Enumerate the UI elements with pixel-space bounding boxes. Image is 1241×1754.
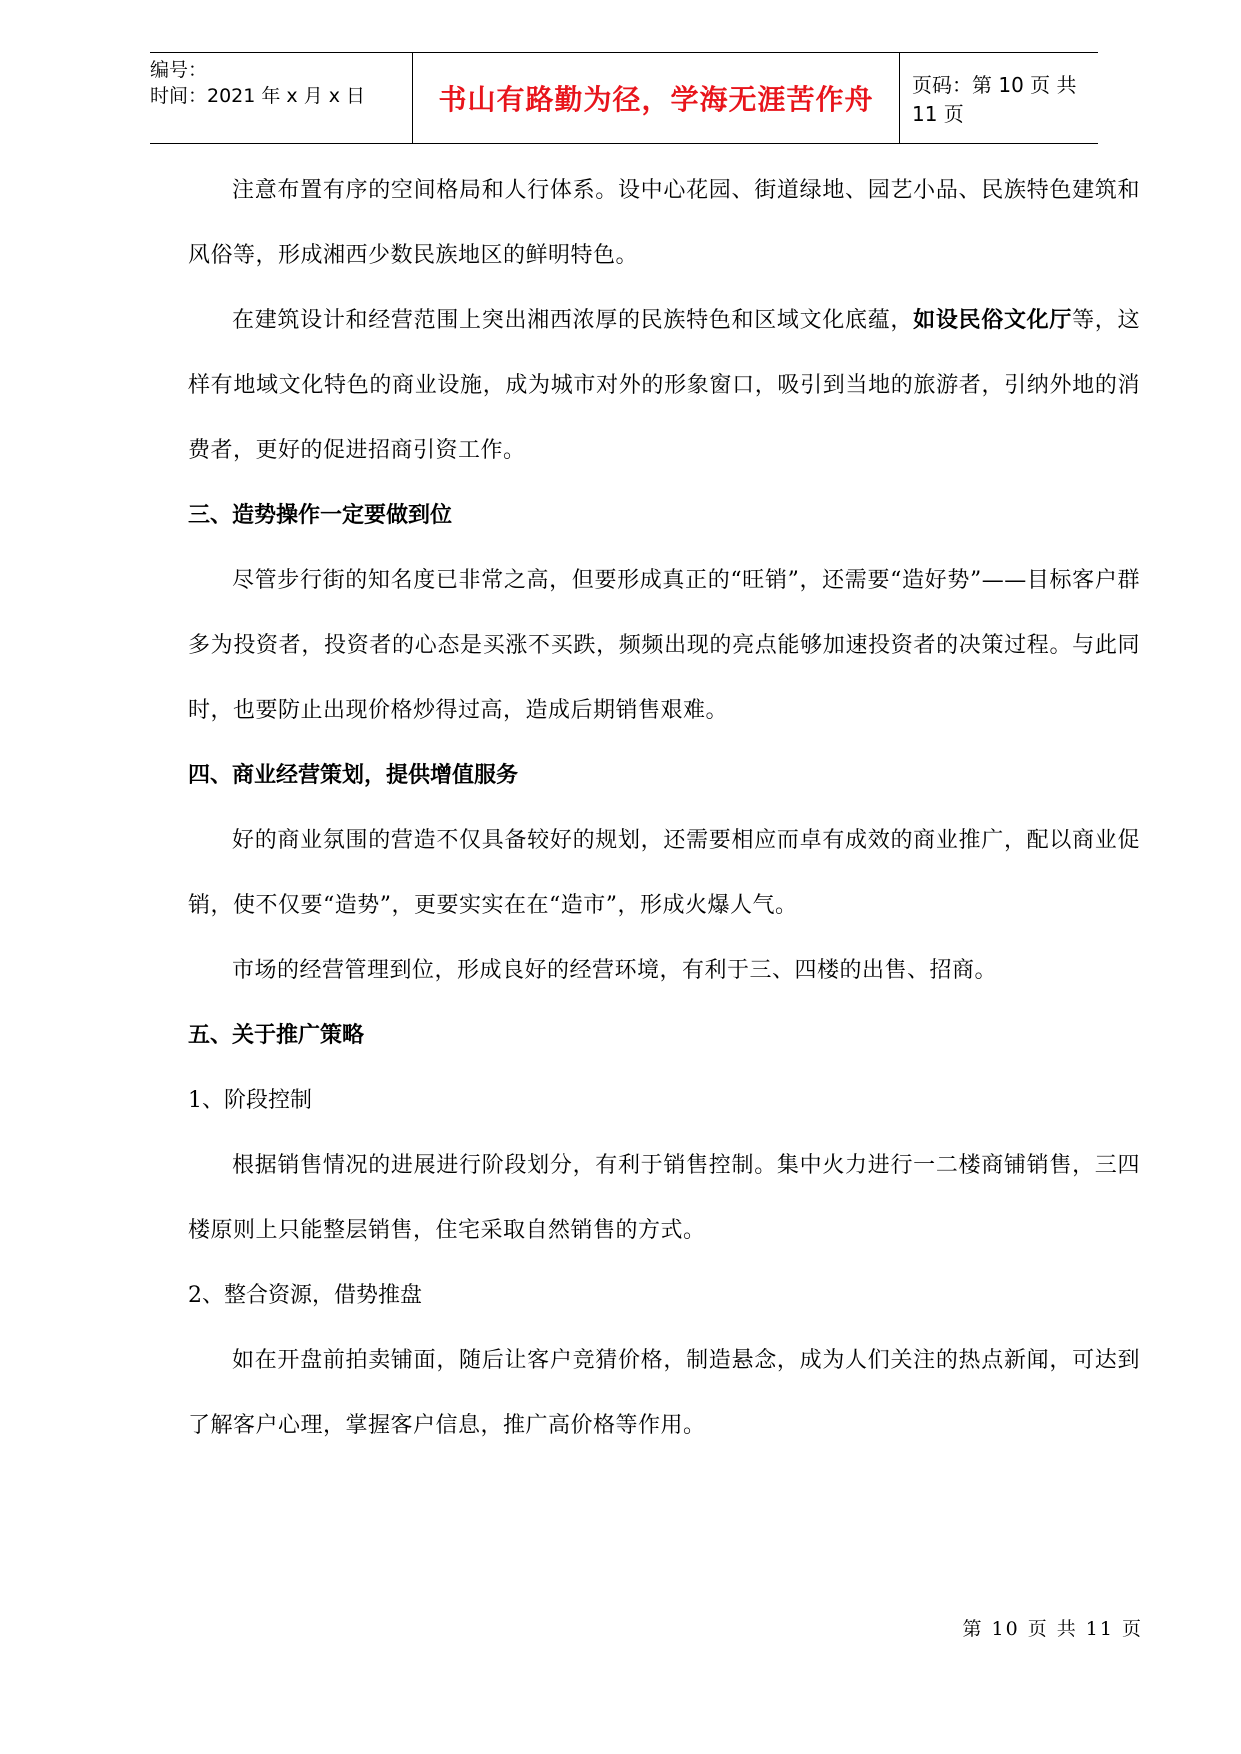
- document-time-label: 时间：2021 年 x 月 x 日: [150, 85, 366, 107]
- header-page-label: 页码：第 10 页 共 11 页: [912, 73, 1077, 126]
- subheading: 2、整合资源，借势推盘: [188, 1283, 422, 1308]
- paragraph: 如在开盘前拍卖铺面，随后让客户竞猜价格，制造悬念，成为人们关注的热点新闻，可达到了解客户心理，掌握客户信息，推广高价格等作用。: [188, 1348, 1140, 1438]
- header-motto: 书山有路勤为径，学海无涯苦作舟: [412, 53, 900, 143]
- paragraph: 尽管步行街的知名度已非常之高，但要形成真正的“旺销”，还需要“造好势”——目标客户群多为投资者，投资者的心态是买涨不买跌，频频出现的亮点能够加速投资者的决策过程。与此同时，也要防止出现价格炒得过高，造成后期销售艰难。: [188, 568, 1140, 723]
- bold-phrase: 如设民俗文化厅: [913, 308, 1073, 333]
- subheading: 1、阶段控制: [188, 1088, 312, 1113]
- document-body: [188, 158, 1140, 1458]
- paragraph-text: 在建筑设计和经营范围上突出湘西浓厚的民族特色和区域文化底蕴，: [232, 308, 914, 333]
- paragraph-text: 等，这样有地域文化特色的商业设施，成为城市对外的形象窗口，吸引到当地的旅游者，引纳外地的消费者，更好的促进招商引资工作。: [188, 308, 1140, 463]
- page-footer: 第 10 页 共 11 页: [962, 1618, 1143, 1640]
- paragraph: 好的商业氛围的营造不仅具备较好的规划，还需要相应而卓有成效的商业推广，配以商业促销，使不仅要“造势”，更要实实在在“造市”，形成火爆人气。: [188, 828, 1140, 918]
- section-heading: 三、造势操作一定要做到位: [188, 503, 453, 528]
- paragraph: [188, 288, 1140, 483]
- paragraph: 根据销售情况的进展进行阶段划分，有利于销售控制。集中火力进行一二楼商铺销售，三四楼原则上只能整层销售，住宅采取自然销售的方式。: [188, 1153, 1140, 1243]
- section-heading: 四、商业经营策划，提供增值服务: [188, 763, 519, 788]
- paragraph: 注意布置有序的空间格局和人行体系。设中心花园、街道绿地、园艺小品、民族特色建筑和风俗等，形成湘西少数民族地区的鲜明特色。: [188, 178, 1140, 268]
- document-number-label: 编号：: [150, 59, 208, 81]
- page-header: [150, 52, 1098, 144]
- header-meta: [150, 53, 412, 143]
- section-heading: 五、关于推广策略: [188, 1023, 365, 1048]
- paragraph: 市场的经营管理到位，形成良好的经营环境，有利于三、四楼的出售、招商。: [232, 958, 998, 983]
